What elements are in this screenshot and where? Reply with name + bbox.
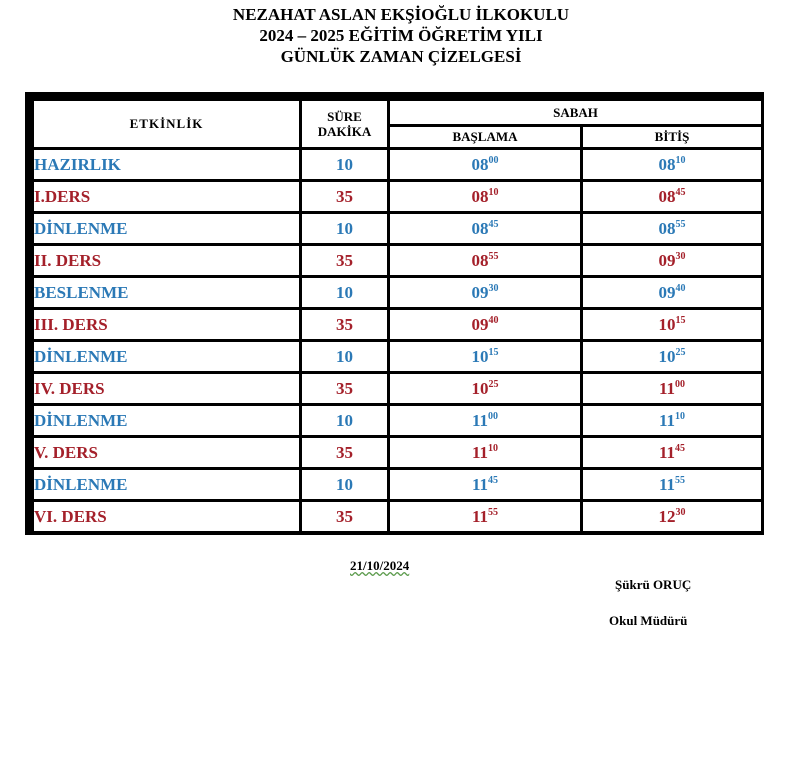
header-end: BİTİŞ (583, 127, 761, 147)
start-time-hour: 10 (471, 346, 489, 366)
end-time-hour: 08 (658, 218, 676, 238)
end-time-minute: 25 (675, 346, 686, 358)
activity-duration: 10 (302, 470, 387, 499)
end-time-hour: 09 (658, 282, 676, 302)
table-row (34, 182, 761, 211)
start-time-hour: 11 (471, 474, 489, 494)
activity-name: HAZIRLIK (34, 150, 299, 179)
header-duration (302, 101, 387, 147)
end-time-hour: 11 (658, 410, 676, 430)
header-activity: ETKİNLİK (34, 101, 299, 147)
start-time-minute: 55 (488, 506, 499, 518)
activity-name: DİNLENME (34, 406, 299, 435)
end-time (583, 182, 761, 211)
table-row (34, 470, 761, 499)
start-time-hour: 08 (471, 250, 489, 270)
activity-duration: 10 (302, 214, 387, 243)
end-time-hour: 10 (658, 314, 676, 334)
end-time (583, 310, 761, 339)
end-time (583, 438, 761, 467)
end-time-minute: 45 (675, 442, 686, 454)
activity-name: III. DERS (34, 310, 299, 339)
start-time-minute: 10 (488, 186, 499, 198)
end-time-hour: 08 (658, 154, 676, 174)
header-start: BAŞLAMA (390, 127, 580, 147)
activity-duration: 35 (302, 246, 387, 275)
document-title: GÜNLÜK ZAMAN ÇİZELGESİ (280, 47, 522, 66)
end-time (583, 502, 761, 531)
start-time (390, 310, 580, 339)
end-time-minute: 40 (675, 282, 686, 294)
start-time (390, 182, 580, 211)
start-time (390, 374, 580, 403)
activity-name: DİNLENME (34, 342, 299, 371)
start-time-hour: 11 (471, 442, 489, 462)
header-period: SABAH (390, 101, 761, 124)
activity-duration: 35 (302, 502, 387, 531)
activity-name: BESLENME (34, 278, 299, 307)
start-time (390, 214, 580, 243)
end-time-hour: 12 (658, 506, 676, 526)
start-time (390, 470, 580, 499)
start-time-hour: 08 (471, 218, 489, 238)
end-time-minute: 10 (675, 410, 686, 422)
table-row (34, 150, 761, 179)
academic-year: 2024 – 2025 EĞİTİM ÖĞRETİM YILI (259, 26, 543, 45)
signer-name: Şükrü ORUÇ (615, 577, 692, 592)
activity-duration: 10 (302, 406, 387, 435)
end-time-hour: 09 (658, 250, 676, 270)
activity-duration: 35 (302, 374, 387, 403)
activity-duration: 35 (302, 438, 387, 467)
document-header (0, 4, 802, 67)
activity-duration: 10 (302, 278, 387, 307)
end-time-minute: 30 (675, 506, 686, 518)
end-time (583, 246, 761, 275)
start-time-minute: 00 (488, 410, 499, 422)
activity-duration: 35 (302, 182, 387, 211)
start-time-minute: 10 (488, 442, 499, 454)
document-date: 21/10/2024 (350, 558, 410, 573)
signer-title: Okul Müdürü (609, 613, 688, 628)
activity-name: V. DERS (34, 438, 299, 467)
start-time-hour: 08 (471, 154, 489, 174)
activity-name: II. DERS (34, 246, 299, 275)
end-time-hour: 11 (658, 378, 676, 398)
end-time (583, 374, 761, 403)
start-time-hour: 11 (471, 506, 489, 526)
activity-duration: 10 (302, 342, 387, 371)
end-time (583, 278, 761, 307)
school-name: NEZAHAT ASLAN EKŞİOĞLU İLKOKULU (232, 5, 570, 24)
end-time-minute: 15 (675, 314, 686, 326)
start-time-minute: 15 (488, 346, 499, 358)
start-time-hour: 09 (471, 282, 489, 302)
start-time-minute: 45 (488, 218, 499, 230)
end-time-hour: 11 (658, 474, 676, 494)
table-row (34, 246, 761, 275)
activity-name: IV. DERS (34, 374, 299, 403)
end-time-hour: 10 (658, 346, 676, 366)
end-time-hour: 08 (658, 186, 676, 206)
end-time (583, 470, 761, 499)
table-row (34, 214, 761, 243)
activity-name: DİNLENME (34, 470, 299, 499)
end-time-minute: 45 (675, 186, 686, 198)
end-time-minute: 00 (675, 378, 686, 390)
table-row (34, 310, 761, 339)
end-time (583, 342, 761, 371)
activity-name: VI. DERS (34, 502, 299, 531)
header-duration-line2: DAKİKA (317, 124, 372, 139)
start-time (390, 438, 580, 467)
start-time-hour: 08 (471, 186, 489, 206)
end-time-hour: 11 (658, 442, 676, 462)
end-time (583, 406, 761, 435)
table-row (34, 278, 761, 307)
end-time-minute: 10 (675, 154, 686, 166)
start-time (390, 342, 580, 371)
table-row (34, 342, 761, 371)
start-time-hour: 09 (471, 314, 489, 334)
start-time (390, 150, 580, 179)
start-time (390, 246, 580, 275)
schedule-table (31, 98, 764, 534)
end-time-minute: 30 (675, 250, 686, 262)
table-row (34, 502, 761, 531)
end-time (583, 214, 761, 243)
start-time (390, 278, 580, 307)
schedule-table-frame (25, 92, 764, 535)
start-time-minute: 40 (488, 314, 499, 326)
table-row (34, 406, 761, 435)
activity-name: I.DERS (34, 182, 299, 211)
start-time-minute: 00 (488, 154, 499, 166)
start-time-minute: 55 (488, 250, 499, 262)
end-time-minute: 55 (675, 474, 686, 486)
start-time-minute: 45 (488, 474, 499, 486)
end-time (583, 150, 761, 179)
table-row (34, 374, 761, 403)
end-time-minute: 55 (675, 218, 686, 230)
start-time-hour: 11 (471, 410, 489, 430)
table-row (34, 438, 761, 467)
start-time-hour: 10 (471, 378, 489, 398)
activity-duration: 10 (302, 150, 387, 179)
start-time-minute: 25 (488, 378, 499, 390)
start-time (390, 502, 580, 531)
start-time-minute: 30 (488, 282, 499, 294)
activity-duration: 35 (302, 310, 387, 339)
header-duration-line1: SÜRE (327, 109, 362, 124)
activity-name: DİNLENME (34, 214, 299, 243)
start-time (390, 406, 580, 435)
